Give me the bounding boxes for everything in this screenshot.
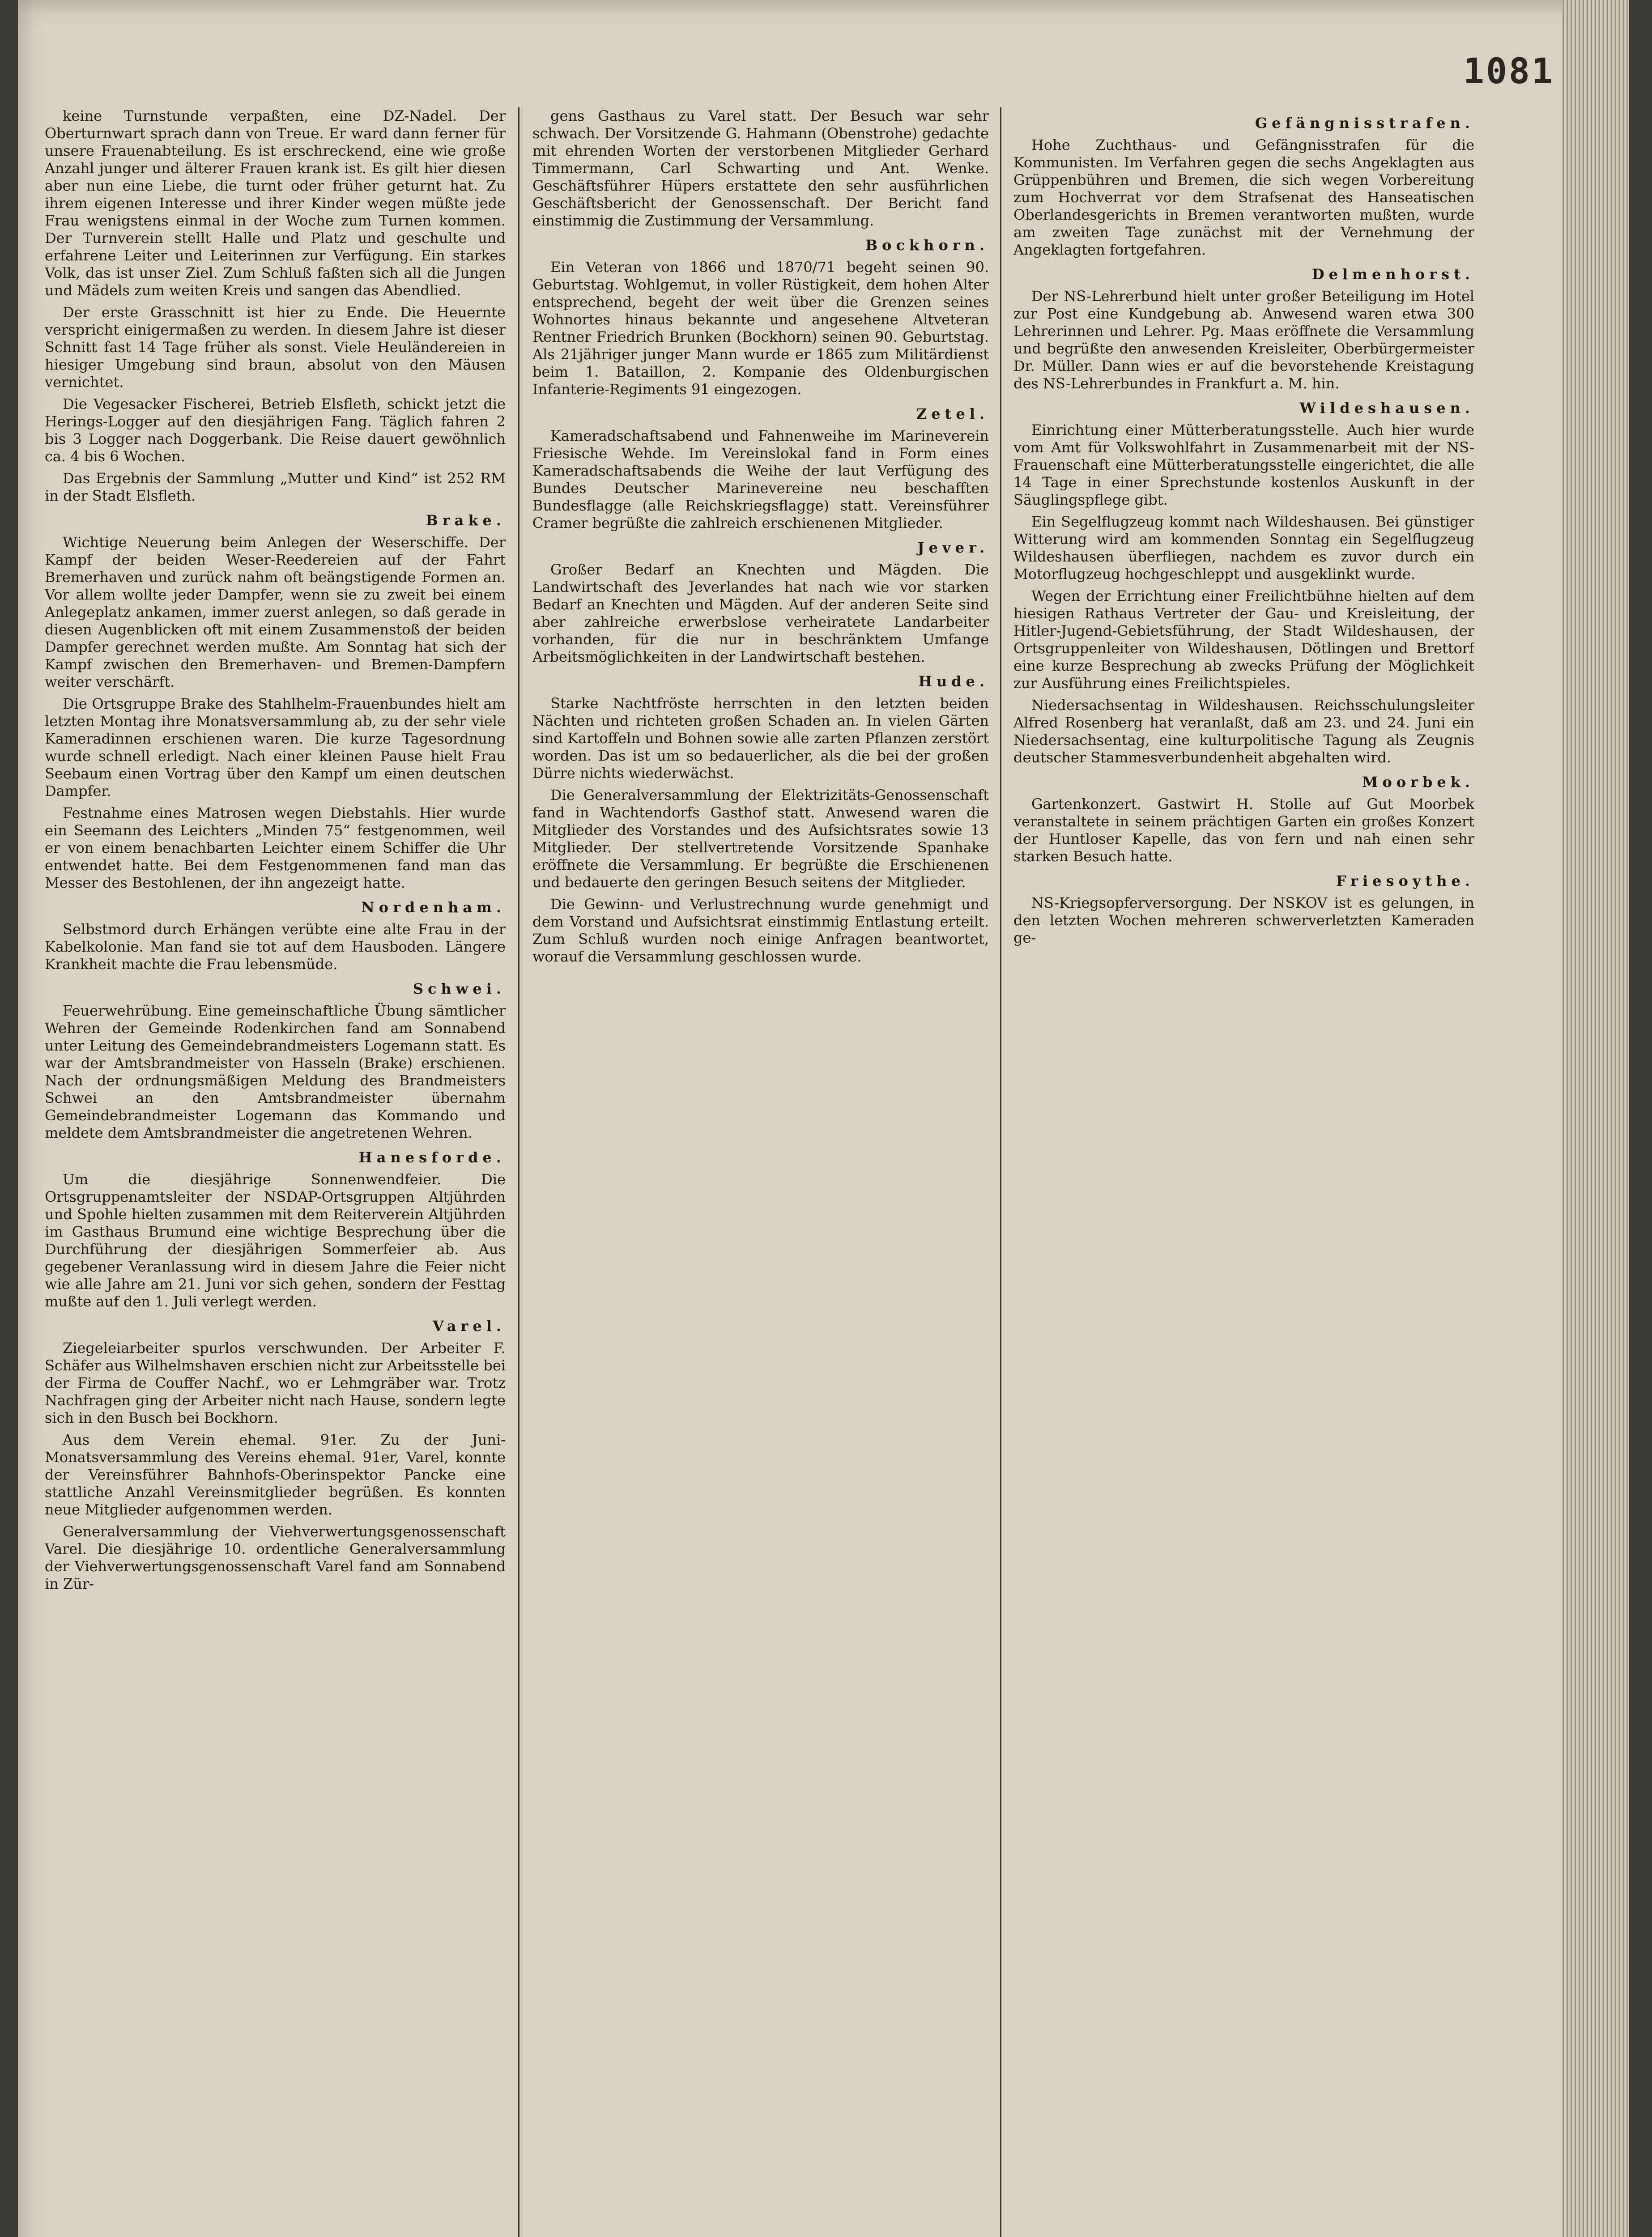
section-heading: Delmenhorst. bbox=[1311, 266, 1474, 283]
article-paragraph: Niedersachsentag in Wildeshausen. Reichsschulungsleiter Alfred Rosenberg hat veranlaßt, daß am 23. und 24. Juni ein Niedersachsentag, eine kulturpolitische Tagung als Zeugnis deutscher Stammesverbundenheit abgehalten wird. bbox=[1013, 697, 1474, 766]
section-heading: Hude. bbox=[918, 673, 989, 690]
article-paragraph: Generalversammlung der Viehverwertungsgenossenschaft Varel. Die diesjährige 10. ordentliche Generalversammlung der Viehverwertungsgenossenschaft Varel fand am Sonnabend in Zür- bbox=[45, 1523, 506, 1592]
column-3 bbox=[1013, 107, 1474, 2237]
article-paragraph: Hohe Zuchthaus- und Gefängnisstrafen für die Kommunisten. Im Verfahren gegen die sechs Angeklagten aus Grüppenbühren und Bremen, die sich wegen Vorbereitung zum Hochverrat vor dem Strafsenat des Hanseatischen Oberlandesgerichts in Bremen verantworten mußten, wurde am zweiten Tage zunächst mit der Vernehmung der Angeklagten fortgefahren. bbox=[1013, 136, 1474, 258]
article-paragraph: Um die diesjährige Sonnenwendfeier. Die Ortsgruppenamtsleiter der NSDAP-Ortsgruppen Altjührden und Spohle hielten zusammen mit dem Reiterverein Altjührden im Gasthaus Brumund eine wichtige Besprechung über die Durchführung der diesjährigen Sommerfeier ab. Aus gegebener Veranlassung wird in diesem Jahre die Feier nicht wie alle Jahre am 21. Juni vor sich gehen, sondern der Festtag mußte auf den 1. Juli verlegt werden. bbox=[45, 1171, 506, 1310]
article-paragraph: Festnahme eines Matrosen wegen Diebstahls. Hier wurde ein Seemann des Leichters „Minden 75“ festgenommen, weil er von einem benachbarten Leichter einem Schiffer die Uhr entwendet hatte. Bei dem Festgenommenen fand man das Messer des Bestohlenen, der ihn angezeigt hatte. bbox=[45, 804, 506, 891]
section-heading: Varel. bbox=[432, 1318, 506, 1335]
article-paragraph: Die Vegesacker Fischerei, Betrieb Elsfleth, schickt jetzt die Herings-Logger auf den diesjährigen Fang. Täglich fahren 2 bis 3 Logger nach Doggerbank. Die Reise dauert gewöhnlich ca. 4 bis 6 Wochen. bbox=[45, 396, 506, 465]
section-heading: Hanesforde. bbox=[358, 1149, 506, 1166]
column-1 bbox=[45, 107, 506, 2237]
section-heading: Friesoythe. bbox=[1336, 872, 1474, 889]
article-paragraph: Kameradschaftsabend und Fahnenweihe im Marineverein Friesische Wehde. Im Vereinslokal fand in Form eines Kameradschaftsabends die Weihe der laut Verfügung des Bundes Deutscher Marinevereine neu beschafften Bundesflagge (alle Reichskriegsflagge) statt. Vereinsführer Cramer begrüßte die zahlreich erschienenen Mitglieder. bbox=[532, 427, 989, 532]
article-paragraph: keine Turnstunde verpaßten, eine DZ-Nadel. Der Oberturnwart sprach dann von Treue. Er ward dann ferner für unsere Frauenabteilung. Es ist erschreckend, eine wie große Anzahl junger und älterer Frauen krank ist. Es gilt hier diesen aber nun eine Liebe, die turnt oder früher geturnt hat. Zu ihrem eigenen Interesse und ihrer Kinder wegen müßte jede Frau wenigstens einmal in der Woche zum Turnen kommen. Der Turnverein stellt Halle und Platz und geschulte und erfahrene Leiter und Leiterinnen zur Verfügung. Ein starkes Volk, das ist unser Ziel. Zum Schluß faßten sich all die Jungen und Mädels zum weiten Kreis und sangen das Abendlied. bbox=[45, 107, 506, 299]
article-paragraph: Der NS-Lehrerbund hielt unter großer Beteiligung im Hotel zur Post eine Kundgebung ab. Anwesend waren etwa 300 Lehrerinnen und Lehrer. Pg. Maas eröffnete die Versammlung und begrüßte den anwesenden Kreisleiter, Oberbürgermeister Dr. Müller. Dann wies er auf die bevorstehende Kreistagung des NS-Lehrerbundes in Frankfurt a. M. hin. bbox=[1013, 288, 1474, 392]
page-edge-stack bbox=[1562, 0, 1629, 2237]
section-heading: Gefängnisstrafen. bbox=[1255, 115, 1474, 132]
article-paragraph: Gartenkonzert. Gastwirt H. Stolle auf Gut Moorbek veranstaltete in seinem prächtigen Garten ein großes Konzert der Huntloser Kapelle, das von fern und nah einen sehr starken Besuch hatte. bbox=[1013, 795, 1474, 865]
column-2 bbox=[532, 107, 989, 2237]
column-rule bbox=[518, 107, 519, 2237]
section-heading: Schwei. bbox=[413, 980, 506, 997]
article-paragraph: Ziegeleiarbeiter spurlos verschwunden. Der Arbeiter F. Schäfer aus Wilhelmshaven erschien nicht zur Arbeitsstelle bei der Firma de Couffer Nachf., wo er Lehmgräber war. Trotz Nachfragen ging der Arbeiter nicht nach Hause, sondern legte sich in den Busch bei Bockhorn. bbox=[45, 1340, 506, 1426]
article-paragraph: Starke Nachtfröste herrschten in den letzten beiden Nächten und richteten großen Schaden an. In vielen Gärten sind Kartoffeln und Bohnen sowie alle zarten Pflanzen zerstört worden. Das ist um so bedauerlicher, als die bei der großen Dürre nichts wiederwächst. bbox=[532, 695, 989, 782]
section-heading: Zetel. bbox=[916, 405, 989, 422]
article-paragraph: Großer Bedarf an Knechten und Mägden. Die Landwirtschaft des Jeverlandes hat nach wie vor starken Bedarf an Knechten und Mägden. Auf der anderen Seite sind aber zahlreiche erwerbslose verheiratete Landarbeiter vorhanden, für die nur in beschränktem Umfange Arbeitsmöglichkeiten in der Landwirtschaft bestehen. bbox=[532, 561, 989, 665]
section-heading: Nordenham. bbox=[361, 899, 506, 916]
article-paragraph: Die Ortsgruppe Brake des Stahlhelm-Frauenbundes hielt am letzten Montag ihre Monatsversammlung ab, zu der sehr viele Kameradinnen erschienen waren. Die kurze Tagesordnung wurde schnell erledigt. Nach einer kleinen Pause hielt Frau Seebaum einen Vortrag über den Kampf um einen deutschen Dampfer. bbox=[45, 695, 506, 800]
article-paragraph: gens Gasthaus zu Varel statt. Der Besuch war sehr schwach. Der Vorsitzende G. Hahmann (Obenstrohe) gedachte mit ehrenden Worten der verstorbenen Mitglieder Gerhard Timmermann, Carl Schwarting und Ant. Wenke. Geschäftsführer Hüpers erstattete den sehr ausführlichen Geschäftsbericht der Genossenschaft. Der Bericht fand einstimmig die Zustimmung der Versammlung. bbox=[532, 107, 989, 229]
section-heading: Bockhorn. bbox=[865, 237, 989, 254]
article-paragraph: Das Ergebnis der Sammlung „Mutter und Kind“ ist 252 RM in der Stadt Elsfleth. bbox=[45, 470, 506, 504]
article-paragraph: Ein Segelflugzeug kommt nach Wildeshausen. Bei günstiger Witterung wird am kommenden Sonntag ein Segelflugzeug Wildeshausen überfliegen, nachdem es zuvor durch ein Motorflugzeug hochgeschleppt und ausgeklinkt wurde. bbox=[1013, 513, 1474, 583]
page-number: 1081 bbox=[1463, 51, 1554, 92]
newspaper-page bbox=[18, 0, 1629, 2237]
article-paragraph: Die Gewinn- und Verlustrechnung wurde genehmigt und dem Vorstand und Aufsichtsrat einstimmig Entlastung erteilt. Zum Schluß wurden noch einige Anfragen beantwortet, worauf die Versammlung geschlossen wurde. bbox=[532, 896, 989, 965]
article-paragraph: Feuerwehrübung. Eine gemeinschaftliche Übung sämtlicher Wehren der Gemeinde Rodenkirchen fand am Sonnabend unter Leitung des Gemeindebrandmeisters Logemann statt. Es war der Amtsbrandmeister von Hasseln (Brake) erschienen. Nach der ordnungsmäßigen Meldung des Brandmeisters Schwei an den Amtsbrandmeister übernahm Gemeindebrandmeister Logemann das Kommando und meldete dem Amtsbrandmeister die angetretenen Wehren. bbox=[45, 1002, 506, 1141]
article-paragraph: Wegen der Errichtung einer Freilichtbühne hielten auf dem hiesigen Rathaus Vertreter der Gau- und Kreisleitung, der Hitler-Jugend-Gebietsführung, der Stadt Wildeshausen, der Ortsgruppenleiter von Wildeshausen, Dötlingen und Brettorf eine kurze Besprechung ab zwecks Prüfung der Möglichkeit zur Ausführung eines Freilichtspieles. bbox=[1013, 587, 1474, 692]
column-fade bbox=[1013, 2201, 1474, 2237]
article-paragraph: Ein Veteran von 1866 und 1870/71 begeht seinen 90. Geburtstag. Wohlgemut, in voller Rüstigkeit, dem hohen Alter entsprechend, begeht der weit über die Grenzen seines Wohnortes hinaus bekannte und angesehene Altveteran Rentner Friedrich Brunken (Bockhorn) seinen 90. Geburtstag. Als 21jähriger junger Mann wurde er 1865 zum Militärdienst beim 1. Bataillon, 2. Kompanie des Oldenburgischen Infanterie-Regiments 91 eingezogen. bbox=[532, 259, 989, 398]
section-heading: Wildeshausen. bbox=[1299, 400, 1474, 417]
article-paragraph: Aus dem Verein ehemal. 91er. Zu der Juni-Monatsversammlung des Vereins ehemal. 91er, Varel, konnte der Vereinsführer Bahnhofs-Oberinspektor Pancke eine stattliche Anzahl Vereinsmitglieder begrüßen. Es konnten neue Mitglieder aufgenommen werden. bbox=[45, 1431, 506, 1518]
article-paragraph: Der erste Grasschnitt ist hier zu Ende. Die Heuernte verspricht einigermaßen zu werden. In diesem Jahre ist dieser Schnitt fast 14 Tage früher als sonst. Viele Heuländereien in hiesiger Umgebung sind braun, absolut von den Mäusen vernichtet. bbox=[45, 304, 506, 391]
article-paragraph: Selbstmord durch Erhängen verübte eine alte Frau in der Kabelkolonie. Man fand sie tot auf dem Hausboden. Längere Krankheit machte die Frau lebensmüde. bbox=[45, 921, 506, 973]
article-paragraph: Einrichtung einer Mütterberatungsstelle. Auch hier wurde vom Amt für Volkswohlfahrt in Zusammenarbeit mit der NS-Frauenschaft eine Mütterberatungsstelle eingerichtet, die alle 14 Tage in einer Sprechstunde kostenlos Auskunft in der Säuglingspflege gibt. bbox=[1013, 421, 1474, 508]
section-heading: Moorbek. bbox=[1362, 774, 1474, 791]
article-paragraph: Die Generalversammlung der Elektrizitäts-Genossenschaft fand in Wachtendorfs Gasthof statt. Anwesend waren die Mitglieder des Vorstandes und des Aufsichtsrates sowie 13 Mitglieder. Der stellvertretende Vorsitzende Spanhake eröffnete die Versammlung. Er begrüßte die Erschienenen und bedauerte den geringen Besuch seitens der Mitglieder. bbox=[532, 787, 989, 891]
column-rule bbox=[1000, 107, 1001, 2237]
article-paragraph: NS-Kriegsopferversorgung. Der NSKOV ist es gelungen, in den letzten Wochen mehreren schwerverletzten Kameraden ge- bbox=[1013, 894, 1474, 946]
column-fade bbox=[532, 2201, 989, 2237]
column-fade bbox=[45, 2201, 506, 2237]
section-heading: Jever. bbox=[917, 539, 989, 556]
article-paragraph: Wichtige Neuerung beim Anlegen der Weserschiffe. Der Kampf der beiden Weser-Reedereien auf der Fahrt Bremerhaven und zurück nahm oft beängstigende Formen an. Vor allem wollte jeder Dampfer, wenn sie zu zweit bei einem Anlegeplatz ankamen, immer zuerst anlegen, so daß gerade in diesen Augenblicken oft mit einem Zusammenstoß der beiden Dampfer gerechnet werden mußte. Am Sonntag hat sich der Kampf zwischen den Bremerhaven- und Bremen-Dampfern weiter verschärft. bbox=[45, 534, 506, 690]
section-heading: Brake. bbox=[426, 512, 506, 529]
